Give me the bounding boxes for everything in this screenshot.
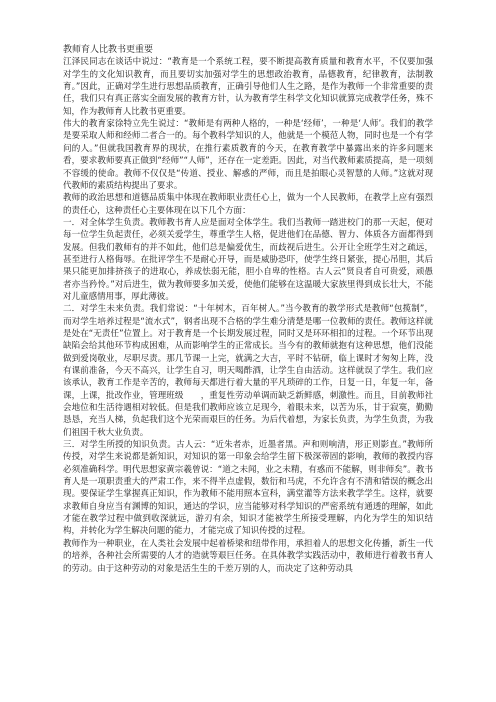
paragraph-7: 教师作为一种职业，在人类社会发展中起着桥梁和纽带作用，承担着人的思想文化传播，新生一代的培养，各种社会所需要的人才的造就等艰巨任务。在具体教学实践活动中，教师进行着教书育人的劳动。由于这种劳动的对象是活生生的千差万别的人，而决定了这种劳动具 [63, 538, 433, 574]
paragraph-1: 江泽民同志在谈话中说过：“教育是一个系统工程，要不断提高教育质量和教育水平，不仅要加强对学生的文化知识教育，而且要切实加强对学生的思想政治教育，品德教育，纪律教育，法制教育。”因此，正确对学生进行思想品质教育，正确引导他们人生之路，是作为教师一个非常重要的责任，我们只有真正落实全面发展的教育方针，认为教育学生科学文化知识就算完成教学任务，殊不知，作为教师育人比教书更重要。 [63, 57, 433, 117]
paragraph-6: 三．对学生所授的知识负责。古人云：“近朱者赤，近墨者黑。声和则响清，形正则影直。”教师所传授，对学生来说都是新知识，对知识的第一印象会给学生留下极深蒂固的影响，教师的教授内容必须准确科学。明代思想家黄宗羲曾说：“道之未闻，业之未精，有惑而不能解，则非师矣”。教书育人是一项职责重大的严肃工作，来不得半点虚假，数衍和马虎，不允许含有不清和错误的概念出现。要保证学生掌握真正知识，作为教师不能用照本宣科，满堂灌等方法来教学学生。这样，就要求教师自身应当有渊博的知识，通达的学识，应当能够对科学知识的严密系统有通透的理解，如此才能在教学过程中做到收深就远，游刃有余，知识才能被学生所接受理解，内化为学生的知识结构，并转化为学生解决问题的能力，才能完成了知识传授的过程。 [63, 440, 433, 537]
document-title: 教师育人比教书更重要 [63, 45, 154, 55]
paragraph-2: 伟大的教育家徐特立先生说过：“教师是有两种人格的，一种是‘经师’，一种是‘人师’。我们的教学是要采取人师和经师二者合一的。每个教科学知识的人，他就是一个模范人物，同时也是一个有学问的人。”但就我国教育界的现状，在推行素质教育的今天，在教育教学中暴露出来的许多问题来看，要求教师要真正做到“经师”“人师”，还存在一定差距。因此，对当代教师素质提高，是一项刻不容缓的使命。教师不仅仅是“传道、授业、解惑的严师，而且是拍眼心灵智慧的人师。”这就对现代教师的素质结构提出了要求。 [63, 119, 433, 191]
paragraph-3: 教师的政治思想和道德品质集中体现在教师职业责任心上，做为一个人民教师，在教学上应有强烈的责任心，这种责任心主要体现在以下几个方面： [63, 193, 433, 216]
paragraph-4: 一．对全体学生负责。教师教书育人应是面对全体学生。我们当教师一踏进校门的那一天起，便对每一位学生负起责任，必须关爱学生，尊重学生人格，促进他们在品德、智力、体质各方面都得到发展。但我们教师有的并不如此，他们总是偏爱优生，而歧视后进生。公开让全班学生对之疏远，甚至进行人格侮辱。在批评学生不是耐心开导，而是威胁恐吓，使学生终日紧张，提心吊胆，其后果只能更加排挤孩子的进取心，养成怯弱无能，胆小自卑的性格。古人云“贤良者自可贵爱，顽愚者亦当矜怜。”对后进生，做为教师要多加关爱，使他们能够在这温暖大家族里得到成长壮大，不能对儿童感情用事，厚此薄彼。 [63, 217, 433, 302]
paragraph-5: 二．对学生未来负责。我们常说：“十年树木，百年树人。”当今教育的教学形式是教师“包揽制”，而对学生培养过程是“流水式”，钢者出现不合格的学生难分清楚是哪一位教师的责任。教师这样就是处在“无责任”位置上。对于教育是一个长期发展过程，同时又是环环相扣的过程。一个环节出现缺陷会给其他环节构成困难，从而影响学生的正常成长。当今有的教师就抱有这种思想，他们没能做到爱岗敬业，尽职尽责。那几节课一上完，就满之大吉，平时不钻研，临上课时才匆匆上阵，没有课前准备，今天不高兴，让学生自习，明天喝酢酒，让学生自由活动。这样就误了学生。我们应该承认，教育工作是辛苦的，教师每天都进行着大量的平凡琐碎的工作，日复一日，年复一年，备课，上课，批改作业，管理班级 ，重复性劳动单调而缺乏新鲜感，刺激性。而且，目前教师社会地位和生活待遇相对较低。但是我们教师应该立足现今，着眼未来，以苦为乐，甘于寂寞，勤勤恳恳，充当人梯，负起我们这个光荣而艰巨的任务。为后代着想，为家长负责，为学生负责，为我们祖国千秋大业负责。 [63, 304, 433, 438]
